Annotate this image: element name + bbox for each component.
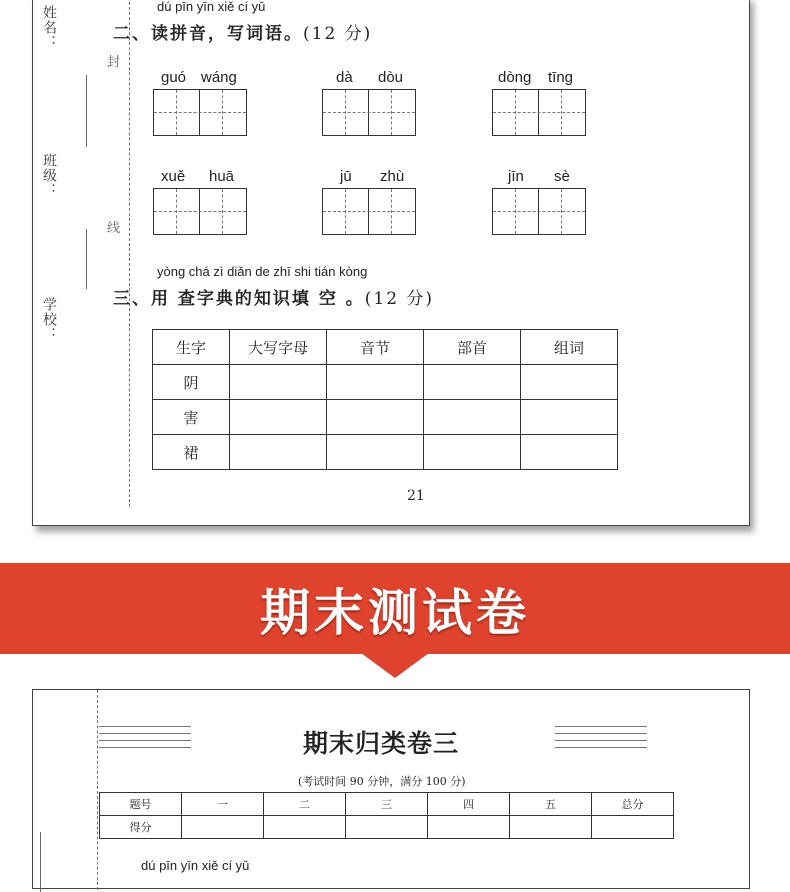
score-header-cell: 三 [346,793,428,816]
score-header-row [100,793,674,816]
answer-cell[interactable] [424,400,521,435]
answer-cell[interactable] [521,400,618,435]
writing-grid[interactable] [322,89,416,136]
character-cell: 阴 [153,365,230,400]
score-header-cell: 二 [264,793,346,816]
score-cell[interactable] [346,816,428,839]
section-banner [0,563,790,654]
score-header-cell: 总分 [592,793,674,816]
table-row [153,435,618,470]
answer-cell[interactable] [230,435,327,470]
score-label-cell: 得分 [100,816,182,839]
answer-cell[interactable] [230,400,327,435]
score-cell[interactable] [182,816,264,839]
pinyin-syllable: dòng [498,69,532,86]
table-row [153,400,618,435]
writing-grid[interactable] [492,188,586,235]
table-row [153,365,618,400]
answer-cell[interactable] [521,435,618,470]
q2-title-text: 读拼音，写词语。 [151,24,303,44]
writing-grid[interactable] [322,188,416,235]
score-cell[interactable] [592,816,674,839]
writing-grid[interactable] [492,89,586,136]
table-header: 生字 [153,330,230,365]
name-label: 姓名： [41,5,57,50]
score-cell[interactable] [510,816,592,839]
table-header-row [153,330,618,365]
pinyin-syllable: huā [209,168,235,185]
character-cell: 害 [153,400,230,435]
seal-char-xian: 线 [107,221,121,236]
q2-number: 二、 [113,24,151,44]
pinyin-syllable: dà [336,69,353,86]
pinyin-syllable: xuě [161,168,186,185]
character-cell: 裙 [153,435,230,470]
decor-lines-left [99,726,191,754]
answer-cell[interactable] [521,365,618,400]
pinyin-syllable: jīn [508,168,524,185]
worksheet-page-bottom [32,689,750,889]
score-header-cell: 五 [510,793,592,816]
answer-cell[interactable] [424,365,521,400]
q3-pinyin: yòng chá zì diǎn de zhī shi tián kòng [157,264,368,279]
pinyin-syllable: wáng [201,69,237,86]
pinyin-syllable: tīng [548,69,574,86]
q3-title-text: 用 查字典的知识填 空 。 [151,289,365,309]
writing-grid[interactable] [153,188,247,235]
class-label: 班级： [41,153,57,198]
answer-cell[interactable] [327,365,424,400]
score-table [99,792,674,839]
binding-dashed-line [129,0,130,507]
q2-score: (12 分) [303,24,373,44]
binding-dashed-line [97,690,98,890]
q3-title [113,284,434,309]
pinyin-syllable: jū [340,168,352,185]
seal-char-feng: 封 [107,55,121,70]
exam-subtitle: (考试时间 90 分钟，满分 100 分) [298,775,466,788]
pinyin-syllable: guó [161,69,187,86]
q2-pinyin: dú pīn yīn xiě cí yǔ [157,0,266,14]
q2-title [113,19,372,44]
table-header: 组词 [521,330,618,365]
decor-lines-right [555,726,647,754]
score-header-cell: 四 [428,793,510,816]
score-header-cell: 一 [182,793,264,816]
table-header: 音节 [327,330,424,365]
score-cell[interactable] [264,816,346,839]
table-header: 大写字母 [230,330,327,365]
pinyin-syllable: zhù [380,168,405,185]
q3-score: (12 分) [364,289,435,309]
answer-cell[interactable] [230,365,327,400]
writing-grid[interactable] [153,89,247,136]
side-rule [40,832,41,892]
answer-cell[interactable] [327,400,424,435]
pinyin-syllable: dòu [378,69,404,86]
score-row [100,816,674,839]
banner-arrow-icon [361,653,429,678]
score-cell[interactable] [428,816,510,839]
table-header: 部首 [424,330,521,365]
answer-cell[interactable] [424,435,521,470]
banner-title: 期末测试卷 [260,584,530,642]
page-number: 21 [407,488,425,504]
q3-number: 三、 [113,289,151,309]
exam-title: 期末归类卷三 [303,729,460,758]
pinyin-syllable: sè [554,168,570,185]
score-header-cell: 题号 [100,793,182,816]
school-label: 学校： [41,297,57,342]
dictionary-table [152,329,618,470]
answer-cell[interactable] [327,435,424,470]
class-rule [86,229,87,289]
next-question-pinyin: dú pīn yīn xiě cí yǔ [141,858,250,873]
name-rule [86,75,87,147]
